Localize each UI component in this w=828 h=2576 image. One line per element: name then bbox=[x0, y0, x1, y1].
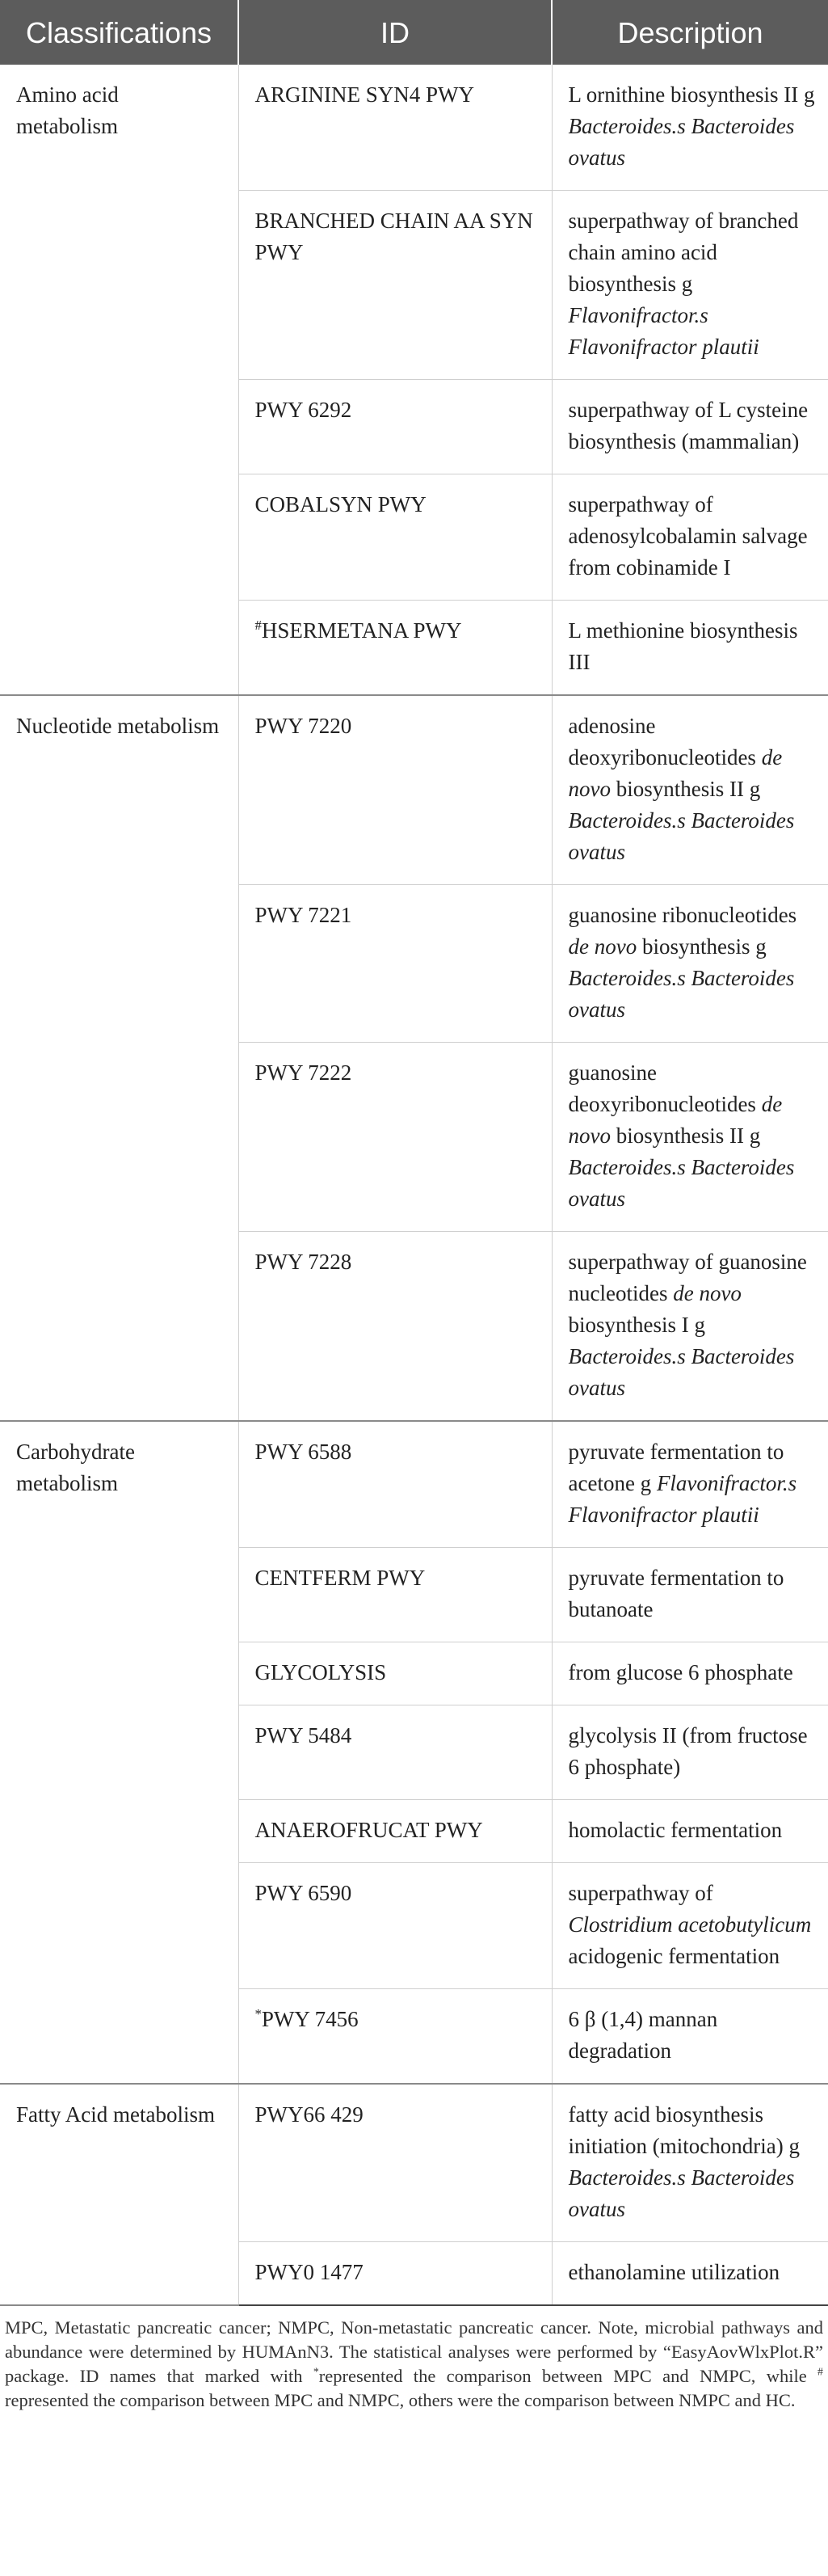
footnote-asterisk-mark: * bbox=[313, 2366, 319, 2379]
description-cell bbox=[552, 2242, 828, 2306]
header-id: ID bbox=[238, 0, 552, 65]
id-text: ANAEROFRUCAT PWY bbox=[254, 1818, 483, 1842]
id-text: COBALSYN PWY bbox=[254, 492, 427, 516]
id-text: BRANCHED CHAIN AA SYN PWY bbox=[254, 209, 533, 264]
footnote-hash-mark: # bbox=[817, 2366, 823, 2379]
description-cell bbox=[552, 1800, 828, 1863]
id-text: PWY 6292 bbox=[254, 398, 352, 422]
table-row bbox=[0, 65, 828, 191]
id-marker: * bbox=[254, 2006, 262, 2022]
description-cell bbox=[552, 601, 828, 696]
table-body bbox=[0, 65, 828, 2305]
id-cell bbox=[238, 1548, 552, 1642]
description-italic-text: de novo bbox=[673, 1281, 742, 1305]
description-cell bbox=[552, 1421, 828, 1548]
id-cell bbox=[238, 474, 552, 601]
id-text: PWY 7228 bbox=[254, 1250, 352, 1274]
description-cell bbox=[552, 2084, 828, 2242]
header-classifications: Classifications bbox=[0, 0, 238, 65]
description-text: superpathway of bbox=[568, 1881, 713, 1905]
id-text: CENTFERM PWY bbox=[254, 1566, 426, 1590]
id-text: PWY 7220 bbox=[254, 714, 352, 738]
header-description: Description bbox=[552, 0, 828, 65]
table-footnote bbox=[0, 2306, 828, 2413]
id-text: HSERMETANA PWY bbox=[261, 618, 462, 643]
table-row bbox=[0, 1421, 828, 1548]
table-row bbox=[0, 2084, 828, 2242]
description-italic-text: Clostridium acetobutylicum bbox=[568, 1912, 812, 1937]
id-text: PWY 5484 bbox=[254, 1723, 352, 1748]
id-cell bbox=[238, 1232, 552, 1422]
id-cell bbox=[238, 885, 552, 1043]
description-italic-text: Bacteroides.s Bacteroides ovatus bbox=[568, 1344, 795, 1400]
description-italic-text: Bacteroides.s Bacteroides ovatus bbox=[568, 2165, 795, 2221]
description-cell bbox=[552, 380, 828, 474]
classification-cell: Carbohydrate metabolism bbox=[0, 1421, 238, 2084]
description-cell bbox=[552, 1863, 828, 1989]
id-text: PWY 6588 bbox=[254, 1440, 352, 1464]
id-cell bbox=[238, 1642, 552, 1705]
id-text: PWY 7456 bbox=[261, 2007, 359, 2031]
description-cell bbox=[552, 474, 828, 601]
description-text: L methionine biosynthesis III bbox=[568, 618, 798, 674]
description-cell bbox=[552, 65, 828, 191]
id-text: PWY 7221 bbox=[254, 903, 352, 927]
description-cell bbox=[552, 1642, 828, 1705]
description-italic-text: Flavonifractor.s Flavonifractor plautii bbox=[568, 303, 759, 359]
id-cell bbox=[238, 65, 552, 191]
description-cell bbox=[552, 191, 828, 380]
classification-cell: Fatty Acid metabolism bbox=[0, 2084, 238, 2305]
description-text: homolactic fermentation bbox=[568, 1818, 783, 1842]
footnote-text-3: represented the comparison between MPC and NMPC, others were the comparison between NMPC and HC. bbox=[5, 2390, 796, 2410]
id-cell bbox=[238, 1863, 552, 1989]
description-text: superpathway of guanosine nucleotides bbox=[568, 1250, 807, 1305]
id-text: PWY 7222 bbox=[254, 1060, 352, 1085]
description-text: L ornithine biosynthesis II g bbox=[568, 82, 815, 107]
description-italic-text: de novo bbox=[568, 745, 783, 801]
id-cell bbox=[238, 1800, 552, 1863]
description-cell bbox=[552, 885, 828, 1043]
classification-cell: Nucleotide metabolism bbox=[0, 695, 238, 1421]
id-cell bbox=[238, 1989, 552, 2085]
description-italic-text: Bacteroides.s Bacteroides ovatus bbox=[568, 808, 795, 864]
id-text: PWY66 429 bbox=[254, 2102, 364, 2127]
description-text: biosynthesis I g bbox=[568, 1313, 706, 1337]
classification-cell: Amino acid metabolism bbox=[0, 65, 238, 695]
description-cell bbox=[552, 1232, 828, 1422]
id-cell bbox=[238, 1705, 552, 1800]
description-italic-text: de novo bbox=[568, 1092, 783, 1148]
footnote-text-1: MPC, Metastatic pancreatic cancer; NMPC, Non-metastatic pancreatic cancer. Note, microbial pathways and abundance were determined by HUMAnN3. The statistical analyses were performed by “EasyAovWlxPlot.R” package. ID names that marked with bbox=[5, 2317, 823, 2386]
id-cell bbox=[238, 601, 552, 696]
description-cell bbox=[552, 1043, 828, 1232]
id-cell bbox=[238, 1043, 552, 1232]
id-text: ARGININE SYN4 PWY bbox=[254, 82, 474, 107]
description-text: adenosine deoxyribonucleotides bbox=[568, 714, 762, 769]
id-cell bbox=[238, 191, 552, 380]
header-row bbox=[0, 0, 828, 65]
description-text: superpathway of branched chain amino acid biosynthesis g bbox=[568, 209, 799, 296]
description-text: ethanolamine utilization bbox=[568, 2260, 780, 2284]
description-text: biosynthesis II g bbox=[610, 777, 761, 801]
description-cell bbox=[552, 1548, 828, 1642]
description-cell bbox=[552, 1705, 828, 1800]
id-text: GLYCOLYSIS bbox=[254, 1660, 387, 1684]
table-row bbox=[0, 695, 828, 885]
id-cell bbox=[238, 2084, 552, 2242]
description-text: superpathway of L cysteine biosynthesis (mammalian) bbox=[568, 398, 809, 453]
description-text: guanosine deoxyribonucleotides bbox=[568, 1060, 762, 1116]
id-marker: # bbox=[254, 618, 262, 633]
description-text: pyruvate fermentation to butanoate bbox=[568, 1566, 784, 1621]
description-italic-text: Bacteroides.s Bacteroides ovatus bbox=[568, 966, 795, 1022]
footnote-text-2: represented the comparison between MPC and NMPC, while bbox=[318, 2366, 818, 2386]
id-cell bbox=[238, 2242, 552, 2306]
description-text: superpathway of adenosylcobalamin salvage from cobinamide I bbox=[568, 492, 808, 580]
description-text: glycolysis II (from fructose 6 phosphate) bbox=[568, 1723, 808, 1779]
description-text: pyruvate fermentation to acetone g bbox=[568, 1440, 784, 1495]
id-text: PWY0 1477 bbox=[254, 2260, 364, 2284]
description-text: 6 β (1,4) mannan degradation bbox=[568, 2007, 718, 2063]
id-cell bbox=[238, 1421, 552, 1548]
description-text: fatty acid biosynthesis initiation (mitochondria) g bbox=[568, 2102, 800, 2158]
id-text: PWY 6590 bbox=[254, 1881, 352, 1905]
id-cell bbox=[238, 380, 552, 474]
description-text: from glucose 6 phosphate bbox=[568, 1660, 793, 1684]
description-cell bbox=[552, 1989, 828, 2085]
description-italic-text: de novo bbox=[568, 934, 637, 959]
description-italic-text: Bacteroides.s Bacteroides ovatus bbox=[568, 114, 795, 170]
id-cell bbox=[238, 695, 552, 885]
description-cell bbox=[552, 695, 828, 885]
description-text: biosynthesis g bbox=[637, 934, 767, 959]
description-text: biosynthesis II g bbox=[610, 1124, 761, 1148]
description-italic-text: Flavonifractor.s Flavonifractor plautii bbox=[568, 1471, 797, 1527]
description-text: acidogenic fermentation bbox=[568, 1944, 780, 1968]
description-italic-text: Bacteroides.s Bacteroides ovatus bbox=[568, 1155, 795, 1211]
description-text: guanosine ribonucleotides bbox=[568, 903, 797, 927]
